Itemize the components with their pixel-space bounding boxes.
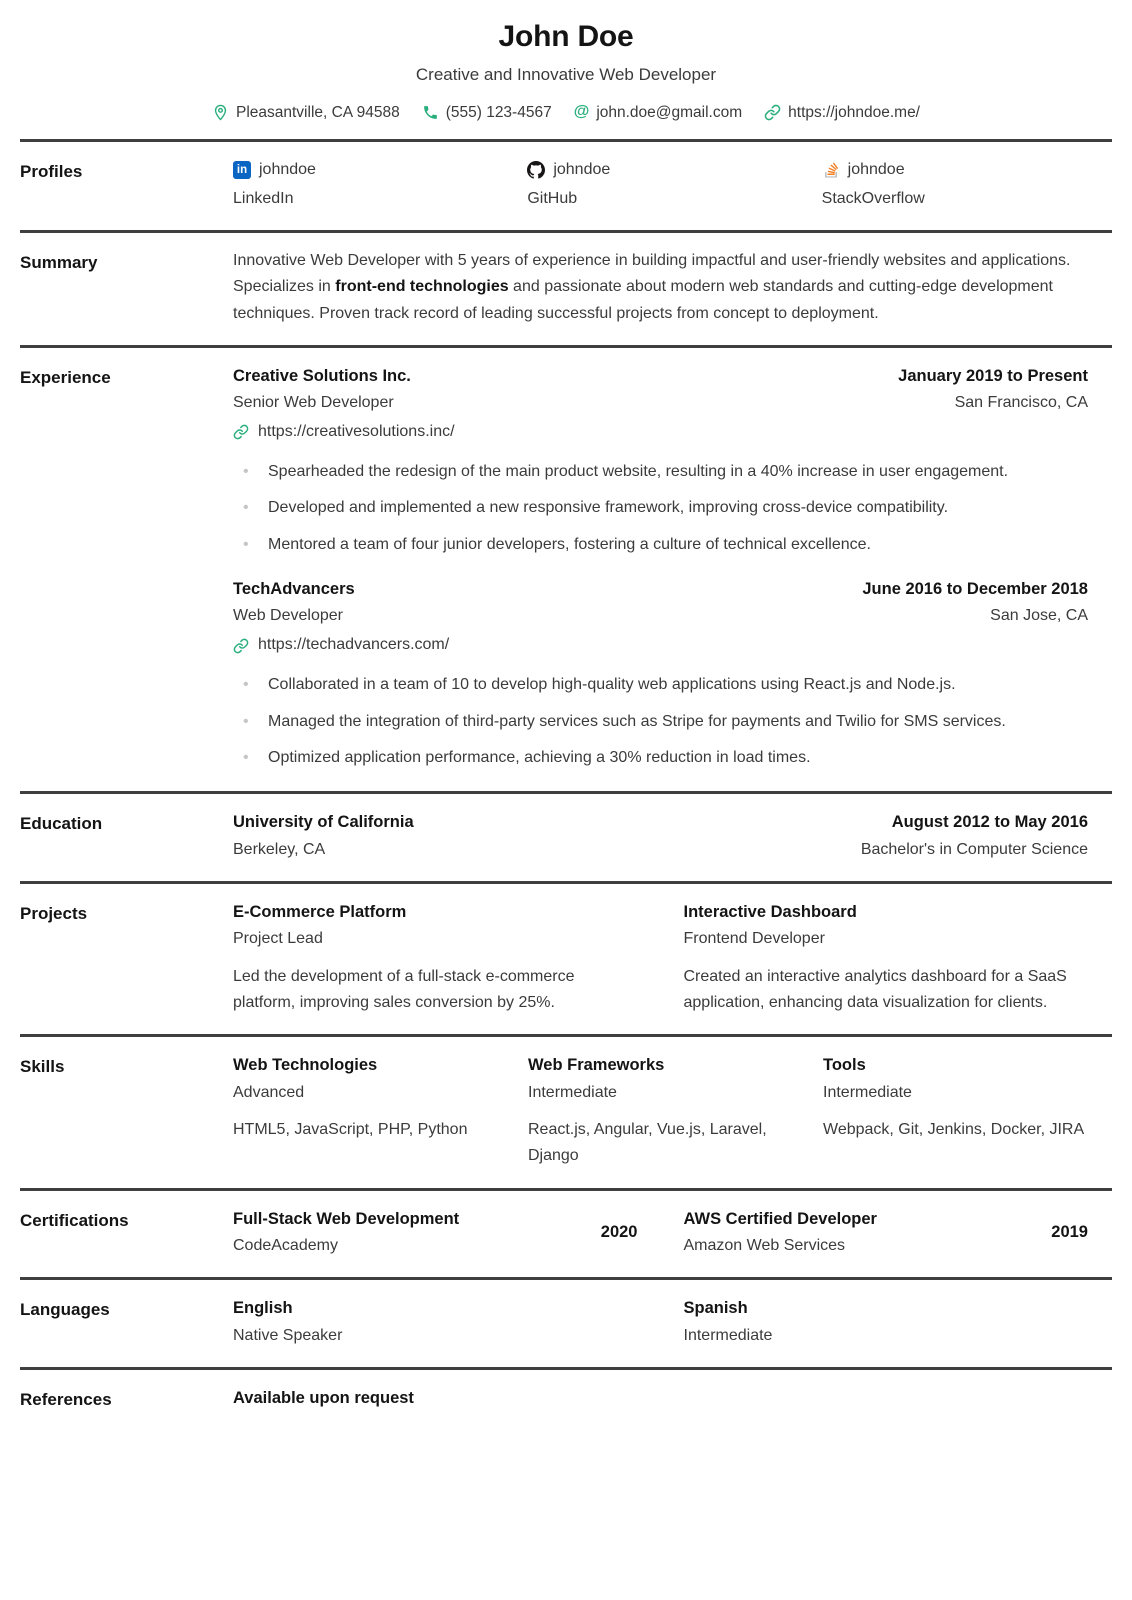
contact-phone	[422, 100, 552, 126]
experience-entry	[233, 363, 1088, 558]
summary-text-2: and passionate about modern web standards and cutting-edge development techniques. Proven track record of leading successful projects from concept to deployment.	[233, 278, 1053, 322]
section-profiles	[20, 139, 1112, 230]
candidate-headline: Creative and Innovative Web Developer	[415, 64, 717, 84]
contact-email	[574, 100, 742, 126]
summary-paragraph	[233, 248, 1088, 327]
profiles-grid	[233, 157, 1112, 212]
skill-name: Web Frameworks	[528, 1056, 665, 1075]
language-level: Native Speaker	[233, 1326, 343, 1344]
profile-linkedin-network: LinkedIn	[233, 189, 294, 207]
skill-level: Intermediate	[528, 1083, 617, 1101]
summary-text-1: Innovative Web Developer with 5 years of experience in building impactful and user-friendly websites and applications. Specializes in	[233, 251, 1071, 296]
project-role: Frontend Developer	[683, 930, 825, 948]
experience-url[interactable]: https://creativesolutions.inc/	[258, 422, 455, 440]
references-text: Available upon request	[233, 1389, 414, 1408]
project-entry	[233, 899, 638, 1016]
section-label-experience: Experience	[20, 368, 111, 388]
contact-location-text: Pleasantville, CA 94588	[235, 103, 400, 121]
section-references	[20, 1367, 1112, 1432]
experience-bullet: • Collaborated in a team of 10 to develop high-quality web applications using React.js and Node.js.	[243, 672, 1088, 698]
skill-group	[823, 1052, 1088, 1169]
education-degree: Bachelor's in Computer Science	[860, 840, 1088, 858]
experience-entry	[233, 576, 1088, 771]
skill-group	[528, 1052, 793, 1169]
certification-entry	[684, 1206, 1089, 1260]
certification-year: 2020	[600, 1222, 638, 1241]
skill-level: Advanced	[233, 1083, 305, 1101]
skill-level: Intermediate	[823, 1083, 912, 1101]
contact-phone-text: (555) 123-4567	[445, 103, 552, 121]
section-label-summary: Summary	[20, 252, 98, 272]
language-entry	[233, 1295, 638, 1349]
email-icon: @	[573, 103, 590, 121]
section-skills	[20, 1034, 1112, 1187]
language-entry	[684, 1295, 1089, 1349]
candidate-name: John Doe	[498, 20, 634, 53]
contact-website-text[interactable]: https://johndoe.me/	[788, 103, 920, 121]
certification-name: AWS Certified Developer	[683, 1209, 877, 1228]
section-summary	[20, 230, 1112, 345]
experience-dates: June 2016 to December 2018	[862, 580, 1088, 599]
profile-github-username[interactable]: johndoe	[553, 161, 611, 179]
linkedin-icon: in	[233, 161, 251, 179]
education-location: Berkeley, CA	[233, 840, 326, 858]
skill-keywords: React.js, Angular, Vue.js, Laravel, Django	[528, 1121, 767, 1165]
stackoverflow-icon	[822, 161, 840, 179]
experience-bullet-list	[233, 672, 1088, 771]
section-label-profiles: Profiles	[20, 162, 83, 182]
experience-bullet: • Managed the integration of third-party services such as Stripe for payments and Twilio for SMS services.	[243, 709, 1088, 735]
education-dates: August 2012 to May 2016	[891, 813, 1088, 832]
link-icon	[233, 423, 250, 440]
experience-url[interactable]: https://techadvancers.com/	[258, 635, 450, 653]
skill-keywords: Webpack, Git, Jenkins, Docker, JIRA	[823, 1121, 1085, 1139]
section-label-skills: Skills	[20, 1057, 65, 1077]
phone-icon	[422, 104, 439, 121]
skill-group	[233, 1052, 498, 1169]
experience-location: San Francisco, CA	[954, 394, 1088, 412]
project-description: Created an interactive analytics dashboard for a SaaS application, enhancing data visualization for clients.	[683, 967, 1067, 1012]
link-icon	[233, 637, 250, 654]
section-label-languages: Languages	[20, 1300, 110, 1320]
language-name: English	[233, 1299, 293, 1318]
link-icon	[764, 104, 781, 121]
certification-year: 2019	[1051, 1222, 1088, 1241]
experience-bullet: • Spearheaded the redesign of the main product website, resulting in a 40% increase in user engagement.	[243, 459, 1088, 485]
section-education	[20, 791, 1112, 881]
experience-bullet: • Developed and implemented a new responsive framework, improving cross-device compatibility.	[243, 495, 1088, 521]
skill-name: Web Technologies	[233, 1056, 378, 1075]
language-level: Intermediate	[683, 1326, 773, 1344]
summary-bold-phrase: front-end technologies	[335, 278, 509, 296]
section-languages	[20, 1277, 1112, 1367]
section-experience	[20, 345, 1112, 791]
profile-linkedin-username[interactable]: johndoe	[259, 161, 316, 179]
contact-location	[212, 100, 400, 126]
experience-bullet-list	[233, 459, 1088, 558]
section-label-projects: Projects	[20, 904, 88, 924]
skill-name: Tools	[823, 1056, 866, 1075]
profile-github	[527, 157, 793, 212]
project-name: E-Commerce Platform	[233, 903, 407, 922]
certification-name: Full-Stack Web Development	[233, 1209, 460, 1228]
experience-bullet: • Mentored a team of four junior developers, fostering a culture of technical excellence.	[243, 532, 1088, 558]
profile-linkedin	[233, 157, 499, 212]
experience-company: TechAdvancers	[233, 580, 355, 599]
section-projects	[20, 881, 1112, 1034]
project-name: Interactive Dashboard	[683, 903, 857, 922]
contact-website	[764, 100, 920, 126]
project-entry	[684, 899, 1089, 1016]
language-name: Spanish	[683, 1299, 748, 1318]
experience-location: San Jose, CA	[990, 607, 1088, 625]
certification-issuer: Amazon Web Services	[683, 1237, 846, 1255]
contact-email-text[interactable]: john.doe@gmail.com	[596, 103, 743, 121]
project-role: Project Lead	[233, 930, 323, 948]
experience-dates: January 2019 to Present	[898, 367, 1088, 386]
education-school: University of California	[233, 813, 414, 832]
experience-bullet: • Optimized application performance, achieving a 30% reduction in load times.	[243, 745, 1088, 771]
project-description: Led the development of a full-stack e-commerce platform, improving sales conversion by 25%.	[233, 967, 575, 1012]
experience-role: Senior Web Developer	[233, 394, 394, 412]
profile-stackoverflow-network: StackOverflow	[821, 189, 925, 207]
certification-issuer: CodeAcademy	[233, 1237, 338, 1255]
skill-keywords: HTML5, JavaScript, PHP, Python	[233, 1121, 468, 1139]
section-label-references: References	[20, 1390, 112, 1410]
profile-stackoverflow-username[interactable]: johndoe	[847, 161, 905, 179]
resume-header	[20, 0, 1112, 139]
github-icon	[527, 161, 545, 179]
experience-company: Creative Solutions Inc.	[233, 367, 411, 386]
contact-row	[20, 100, 1112, 126]
experience-role: Web Developer	[233, 607, 343, 625]
profile-github-network: GitHub	[527, 189, 578, 207]
section-certifications	[20, 1188, 1112, 1278]
profile-stackoverflow	[822, 157, 1088, 212]
section-label-certifications: Certifications	[20, 1210, 129, 1230]
location-icon	[212, 104, 229, 121]
certification-entry	[233, 1206, 638, 1260]
section-label-education: Education	[20, 814, 103, 834]
